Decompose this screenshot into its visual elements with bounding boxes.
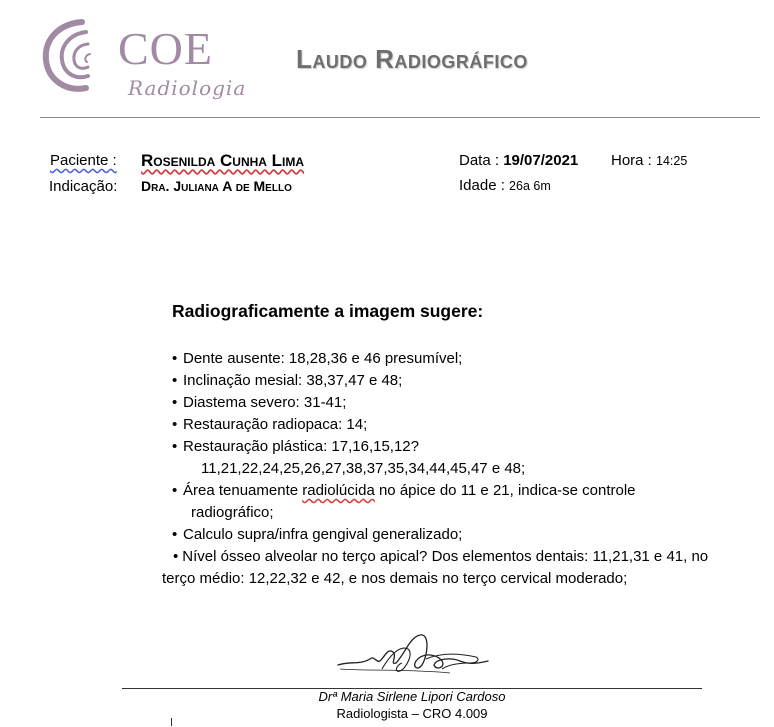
finding-text: Restauração radiopaca: 14; [183, 416, 368, 433]
finding-text: Diastema severo: 31-41; [183, 394, 347, 411]
list-item [172, 480, 712, 524]
time-label: Hora : [611, 152, 652, 169]
finding-text: Inclinação mesial: 38,37,47 e 48; [183, 372, 403, 389]
patient-name [141, 151, 304, 171]
finding-text: Nível ósseo alveolar no terço apical? Dos elementos dentais: 11,21,31 e 41, no terço médio: 12,22,32 e 42, e nos demais no terço cervical moderado; [162, 548, 709, 587]
list-item-last [162, 546, 722, 590]
report-heading: Radiograficamente a imagem sugere: [172, 301, 484, 321]
bullet-icon: • [173, 548, 179, 565]
finding-text: Calculo supra/infra gengival generalizado; [183, 526, 463, 543]
header-divider [40, 117, 760, 118]
doctor-name: Drª Maria Sirlene Lipori Cardoso [318, 689, 506, 704]
logo-subtitle: Radiologia [128, 76, 247, 100]
list-item [172, 524, 712, 546]
bullet-icon: • [172, 416, 178, 433]
logo-text: COE [118, 23, 213, 74]
list-item [172, 414, 712, 436]
finding-text: Dente ausente: 18,28,36 e 46 presumível; [183, 350, 463, 367]
indication-label: Indicação: [49, 178, 118, 195]
list-item [172, 370, 712, 392]
indication-value: Dra. Juliana A de Mello [141, 178, 292, 194]
doctor-role: Radiologista – CRO 4.009 [336, 706, 488, 721]
time-value: 14:25 [656, 154, 688, 168]
bullet-icon: • [172, 350, 178, 367]
finding-marked-word: radiolúcida [302, 482, 375, 499]
list-item [172, 436, 712, 480]
time-field [611, 152, 687, 169]
bullet-icon: • [172, 438, 178, 455]
list-item [172, 392, 712, 414]
patient-name-text: Rosenilda Cunha Lima [141, 151, 305, 170]
date-label: Data : [459, 152, 500, 169]
finding-continuation: 11,21,22,24,25,26,27,38,37,35,34,44,45,47 e 48; [201, 460, 526, 477]
bullet-icon: • [172, 526, 178, 543]
finding-continuation: radiográfico; [191, 504, 274, 521]
age-label: Idade : [459, 177, 505, 194]
bullet-icon: • [172, 482, 178, 499]
age-value: 26a 6m [509, 179, 551, 193]
patient-label: Paciente : [50, 152, 117, 169]
logo-spiral-icon [42, 18, 114, 94]
coe-logo [42, 18, 257, 108]
signature-image [330, 625, 500, 685]
age-field [459, 177, 551, 194]
bullet-icon: • [172, 394, 178, 411]
list-item [172, 348, 712, 370]
finding-text-before: Área tenuamente [183, 482, 303, 499]
text-cursor [171, 718, 172, 726]
finding-text-after: no ápice do 11 e 21, indica-se controle [374, 482, 636, 499]
findings-list [172, 348, 712, 546]
finding-text: Restauração plástica: 17,16,15,12? [183, 438, 419, 455]
date-field [459, 152, 578, 169]
date-value: 19/07/2021 [503, 152, 579, 169]
bullet-icon: • [172, 372, 178, 389]
page-title: Laudo Radiográfico [296, 44, 528, 74]
